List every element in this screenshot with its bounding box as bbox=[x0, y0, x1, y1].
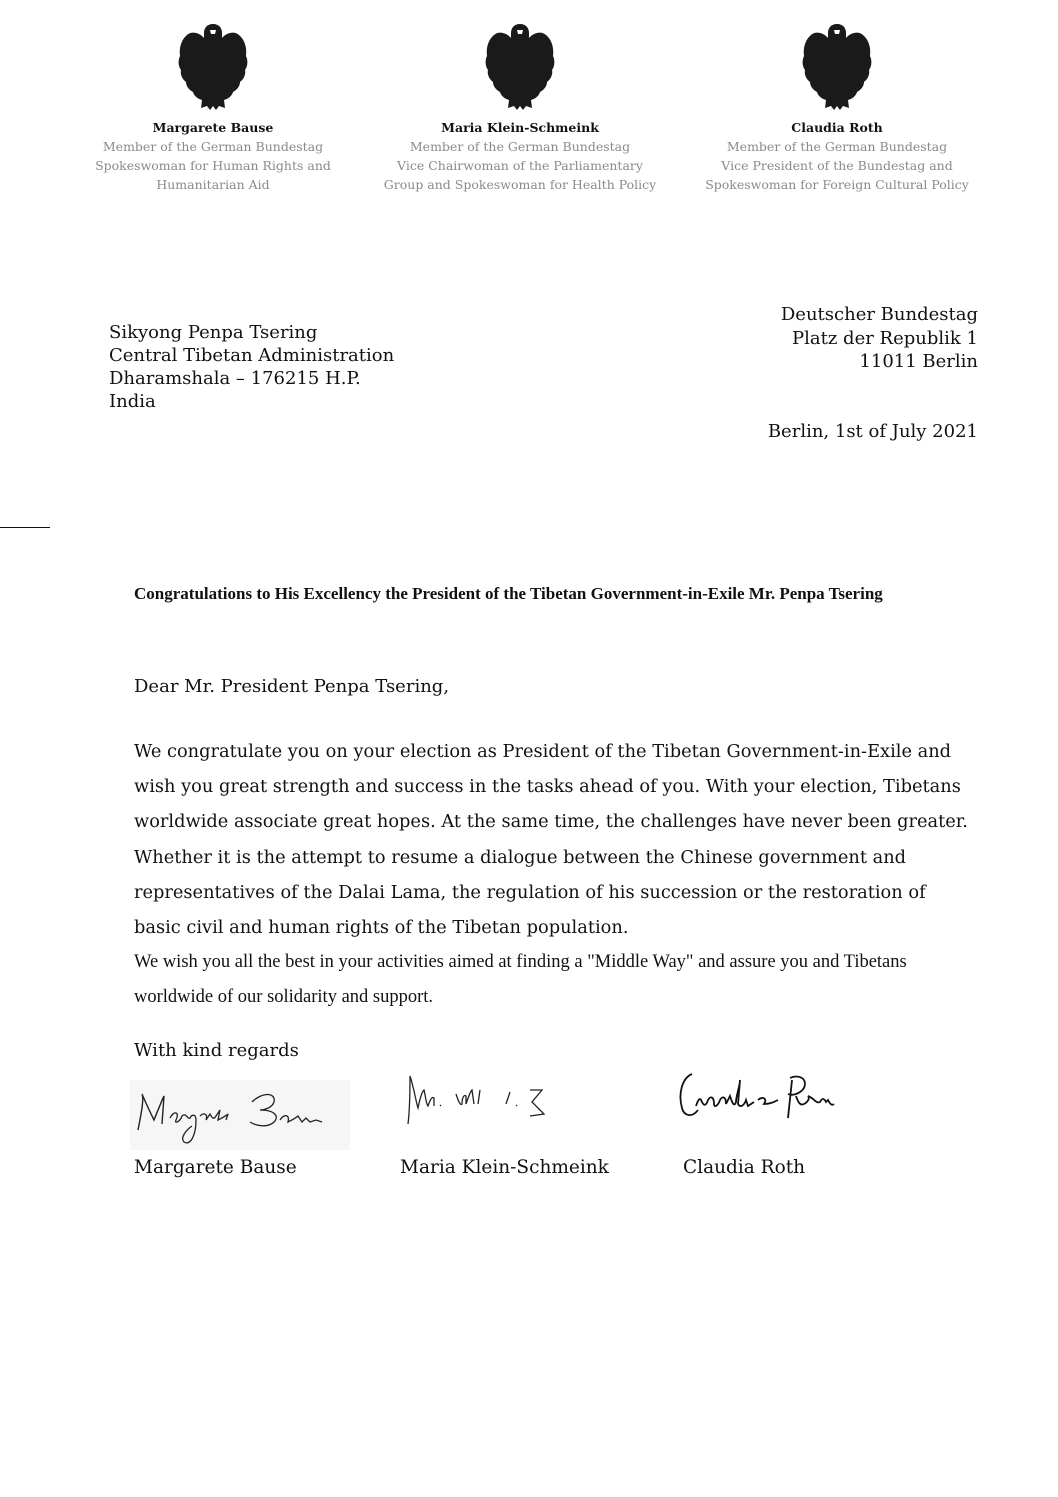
member-role-line: Humanitarian Aid bbox=[156, 177, 270, 192]
letter-subject: Congratulations to His Excellency the President of the Tibetan Government-in-Exile Mr. Penpa Tsering bbox=[134, 584, 883, 603]
sender-line: Deutscher Bundestag bbox=[780, 304, 978, 325]
signatory-name: Maria Klein-Schmeink bbox=[400, 1157, 609, 1178]
recipient-line: Dharamshala – 176215 H.P. bbox=[109, 368, 361, 389]
signature-roth bbox=[674, 1066, 854, 1128]
signatory-name: Claudia Roth bbox=[683, 1157, 806, 1178]
member-role-line: Member of the German Bundestag bbox=[102, 139, 324, 154]
recipient-line: Central Tibetan Administration bbox=[109, 345, 395, 366]
recipient-line: Sikyong Penpa Tsering bbox=[109, 322, 318, 343]
bundestag-eagle-icon bbox=[175, 22, 251, 112]
member-role-line: Vice President of the Bundestag and bbox=[721, 158, 953, 173]
sender-address bbox=[781, 303, 978, 374]
sender-line: 11011 Berlin bbox=[859, 351, 978, 372]
body-paragraph: We congratulate you on your election as President of the Tibetan Government-in-Exile and wish you great strength and success in the tasks ahead of you. With your election, Tibetans worldwide associate great hopes. At the same time, the challenges have never been greater. Whether it is the attempt to resume a dialogue between the Chinese government and representatives of the Dalai Lama, the regulation of his succession or the restoration of basic civil and human rights of the Tibetan population. bbox=[134, 741, 968, 939]
bundestag-eagle-icon bbox=[482, 22, 558, 112]
member-role-line: Spokeswoman for Foreign Cultural Policy bbox=[705, 177, 969, 192]
member-role-line: Member of the German Bundestag bbox=[409, 139, 631, 154]
member-name: Claudia Roth bbox=[791, 120, 883, 135]
recipient-address bbox=[109, 321, 394, 413]
member-header-klein-schmeink bbox=[370, 22, 670, 194]
member-header-roth bbox=[687, 22, 987, 194]
recipient-line: India bbox=[109, 391, 156, 412]
closing-phrase: With kind regards bbox=[134, 1040, 299, 1061]
letter-date: Berlin, 1st of July 2021 bbox=[767, 421, 978, 442]
member-role-line: Member of the German Bundestag bbox=[726, 139, 948, 154]
member-role-line: Group and Spokeswoman for Health Policy bbox=[383, 177, 657, 192]
member-name: Maria Klein-Schmeink bbox=[441, 120, 599, 135]
letter-body bbox=[134, 734, 974, 1016]
signature-klein-schmeink bbox=[400, 1068, 560, 1130]
member-name: Margarete Bause bbox=[152, 120, 274, 135]
signatory-name: Margarete Bause bbox=[134, 1157, 297, 1178]
sender-line: Platz der Republik 1 bbox=[792, 327, 978, 349]
member-role-line: Spokeswoman for Human Rights and bbox=[95, 158, 331, 173]
bundestag-eagle-icon bbox=[799, 22, 875, 112]
member-header-bause bbox=[63, 22, 363, 194]
signature-bause bbox=[130, 1080, 350, 1152]
body-paragraph: We wish you all the best in your activities aimed at finding a "Middle Way" and assure you and Tibetans worldwide of our solidarity and support. bbox=[134, 952, 907, 1008]
member-role-line: Vice Chairwoman of the Parliamentary bbox=[397, 158, 643, 173]
fold-mark bbox=[0, 527, 50, 528]
salutation: Dear Mr. President Penpa Tsering, bbox=[134, 676, 450, 697]
